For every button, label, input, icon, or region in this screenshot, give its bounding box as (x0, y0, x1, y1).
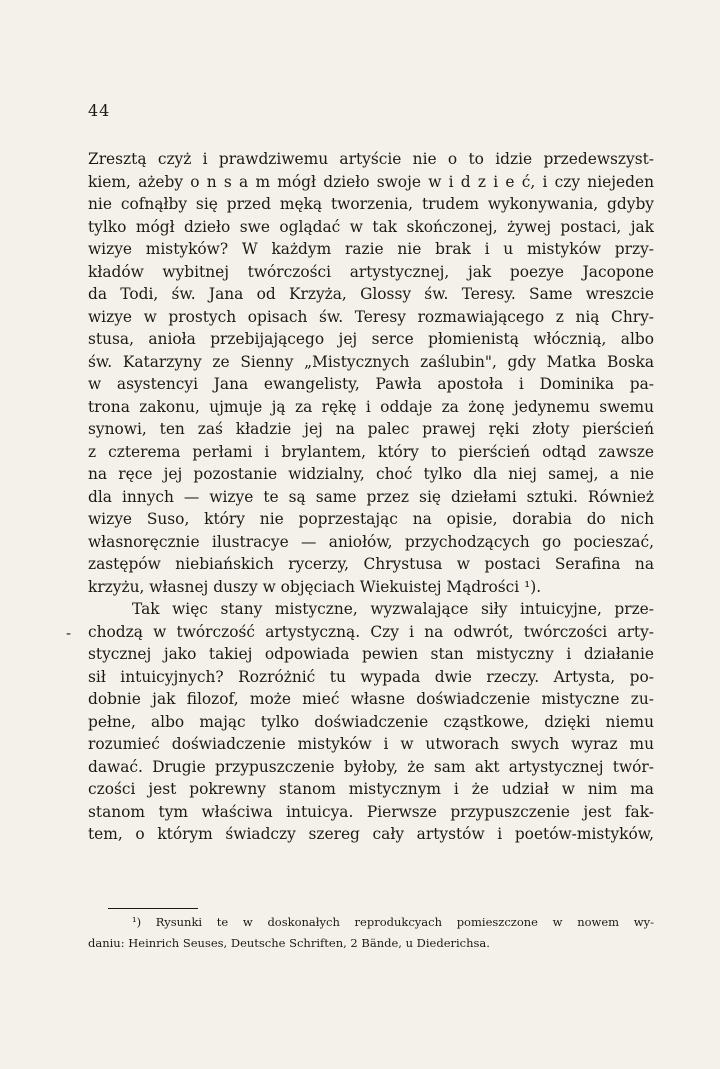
text-line: stusa, anioła przebijającego jej serce płomienistą włócznią, albo (88, 330, 654, 348)
text-line: kładów wybitnej twórczości artystycznej, jak poezye Jacopone (88, 262, 654, 281)
text-line: dla innych — wizye te są same przez się dziełami sztuki. Również (88, 487, 654, 506)
footnote-line: ¹) Rysunki te w doskonałych reprodukcyach pomieszczone w nowem wy- (132, 915, 654, 929)
body-text (88, 148, 654, 846)
text-line: wizye w prostych opisach św. Teresy rozmawiającego z nią Chry- (88, 307, 654, 326)
text-line: chodzą w twórczość artystyczną. Czy i na odwrót, twórczości arty- (88, 622, 654, 641)
text-line: tylko mógł dzieło swe oglądać w tak skończonej, żywej postaci, jak (88, 217, 654, 236)
text-line: synowi, ten zaś kładzie jej na palec prawej ręki złoty pierścień (88, 420, 654, 438)
text-line: wizye mistyków? W każdym razie nie brak i u mistyków przy- (88, 240, 654, 258)
text-line: na ręce jej pozostanie widzialny, choć tylko dla niej samej, a nie (88, 465, 654, 483)
text-line: stycznej jako takiej odpowiada pewien stan mistyczny i działanie (88, 645, 654, 663)
text-line: kiem, ażeby o n s a m mógł dzieło swoje w i d z i e ć, i czy niejeden (88, 172, 654, 191)
text-line: trona zakonu, ujmuje ją za rękę i oddaje za żonę jedynemu swemu (88, 397, 654, 416)
margin-mark: - (66, 624, 72, 642)
text-line: św. Katarzyny ze Sienny „Mistycznych zaślubin", gdy Matka Boska (88, 352, 654, 371)
text-line: własnoręcznie ilustracye — aniołów, przychodzących go pocieszać, (88, 532, 654, 551)
text-line: nie cofnąłby się przed męką tworzenia, trudem wykonywania, gdyby (88, 195, 654, 213)
footnote-line: daniu: Heinrich Seuses, Deutsche Schriften, 2 Bände, u Diederichsa. (88, 936, 490, 950)
text-line: pełne, albo mając tylko doświadczenie cząstkowe, dzięki niemu (88, 712, 654, 731)
footnotes (88, 912, 654, 954)
text-line: z czterema perłami i brylantem, który to pierścień odtąd zawsze (88, 442, 654, 461)
text-line: Zresztą czyż i prawdziwemu artyście nie o to idzie przedewszyst- (88, 150, 654, 168)
page-number: 44 (88, 101, 111, 120)
text-line: wizye Suso, który nie poprzestając na opisie, dorabia do nich (88, 510, 654, 528)
footnote-rule (108, 908, 198, 909)
text-line: stanom tym właściwa intuicya. Pierwsze przypuszczenie jest fak- (88, 802, 654, 821)
text-line: dawać. Drugie przypuszczenie byłoby, że sam akt artystycznej twór- (88, 757, 654, 776)
text-line: Tak więc stany mistyczne, wyzwalające siły intuicyjne, prze- (132, 600, 654, 618)
text-line: czości jest pokrewny stanom mistycznym i że udział w nim ma (88, 780, 654, 798)
text-line: dobnie jak filozof, może mieć własne doświadczenie mistyczne zu- (88, 690, 654, 708)
text-line: sił intuicyjnych? Rozróżnić tu wypada dwie rzeczy. Artysta, po- (88, 667, 654, 686)
text-line: krzyżu, własnej duszy w objęciach Wiekuistej Mądrości ¹). (88, 577, 542, 596)
text-line: rozumieć doświadczenie mistyków i w utworach swych wyraz mu (88, 735, 654, 753)
text-line: tem, o którym świadczy szereg cały artystów i poetów-mistyków, (88, 825, 654, 843)
text-line: da Todi, św. Jana od Krzyża, Glossy św. Teresy. Same wreszcie (88, 285, 654, 303)
text-line: w asystencyi Jana ewangelisty, Pawła apostoła i Dominika pa- (88, 375, 654, 393)
text-line: zastępów niebiańskich rycerzy, Chrystusa w postaci Serafina na (88, 555, 654, 573)
